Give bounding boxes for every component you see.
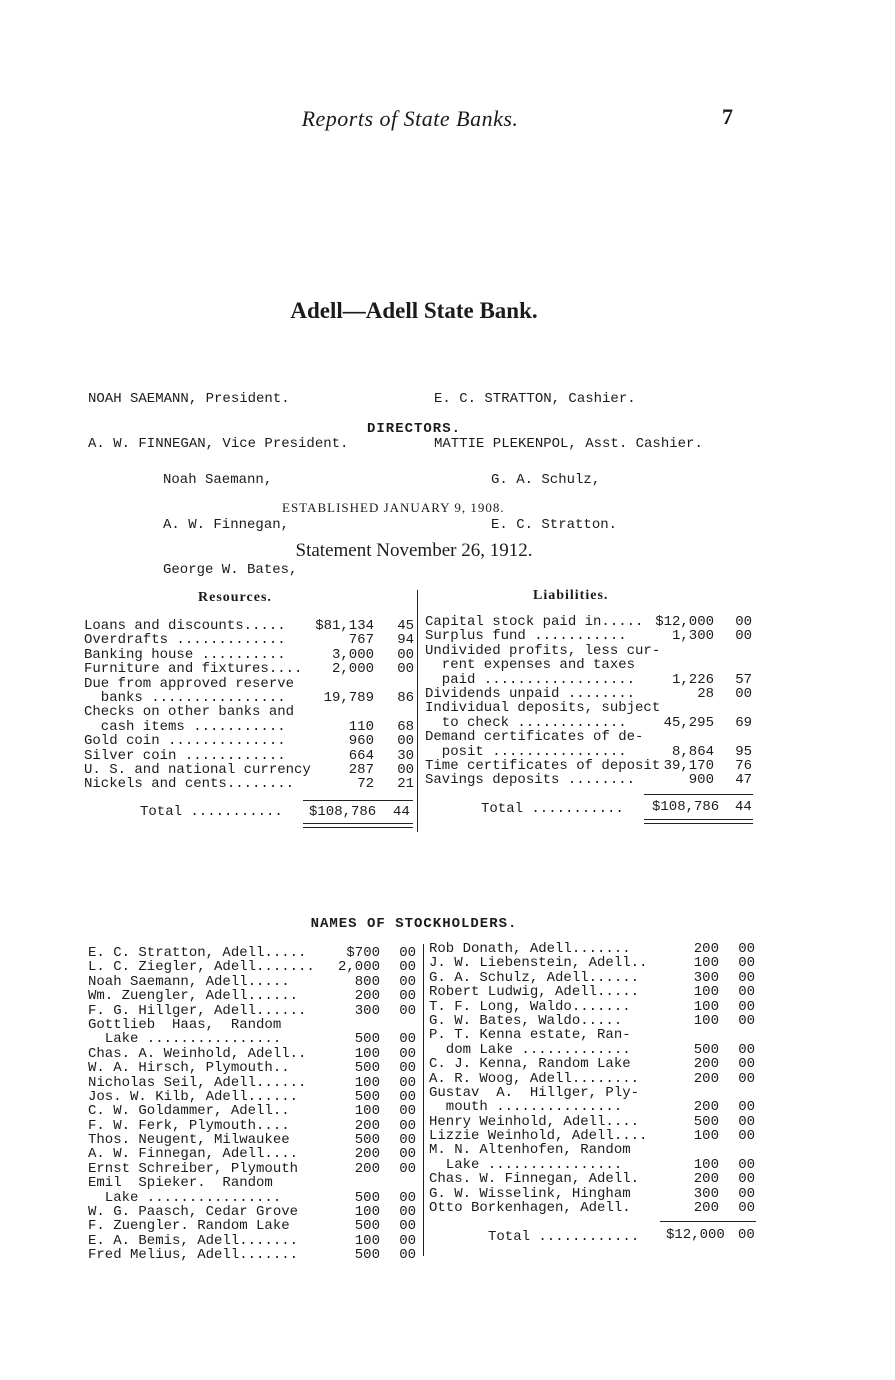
stockholder-row-label: W. A. Hirsch, Plymouth.. — [88, 1060, 290, 1077]
stockholders-sum-rule — [660, 1221, 756, 1222]
officer-vice-president: A. W. FINNEGAN, Vice President. — [88, 436, 349, 452]
director-name: E. C. Stratton. — [491, 517, 618, 533]
stockholder-row-cents: 00 — [399, 1160, 416, 1177]
stockholder-row-cents: 00 — [399, 973, 416, 990]
liability-row — [425, 673, 752, 687]
stockholder-row-label: C. J. Kenna, Random Lake — [429, 1056, 631, 1073]
stockholder-row-cents: 00 — [738, 969, 755, 986]
stockholder-row-amount: 500 — [354, 1189, 380, 1206]
stockholder-row-cents: 00 — [738, 941, 755, 957]
stockholder-row-amount: 500 — [354, 1247, 380, 1264]
stockholder-row-amount: 100 — [693, 1156, 719, 1173]
liability-row-amount: 1,300 — [671, 628, 714, 645]
stockholder-row-amount: 100 — [354, 1074, 380, 1091]
stockholder-row-cents: 00 — [738, 1099, 755, 1116]
stockholder-row-amount: 100 — [693, 1012, 719, 1029]
stockholder-row-amount: $700 — [346, 945, 380, 961]
stockholder-row-cents: 00 — [399, 1232, 416, 1249]
stockholder-row — [429, 1129, 755, 1143]
stockholder-row — [88, 1248, 416, 1262]
stockholder-row — [429, 942, 755, 956]
liability-row-cents: 69 — [735, 714, 752, 731]
liability-row-amount: 8,864 — [671, 743, 714, 760]
stockholder-row-label: Wm. Zuengler, Adell...... — [88, 988, 299, 1005]
stockholder-row — [429, 1086, 755, 1100]
stockholder-row-amount: 500 — [354, 1060, 380, 1077]
liability-row — [425, 716, 752, 730]
stockholder-row — [88, 1090, 416, 1104]
stockholder-row-amount: 300 — [693, 969, 719, 986]
resource-row-amount: 287 — [348, 761, 374, 778]
stockholder-row-amount: 100 — [693, 984, 719, 1001]
stockholder-row-label: Emil Spieker. Random — [88, 1175, 273, 1192]
stockholder-row-cents: 00 — [738, 1128, 755, 1145]
liability-row-amount: 900 — [688, 772, 714, 789]
directors-right — [491, 443, 617, 548]
resource-row-label: Silver coin ............ — [84, 747, 286, 764]
resources-double-rule-1 — [303, 823, 413, 824]
resource-row-label: Nickels and cents........ — [84, 776, 295, 793]
liability-row-label: Time certificates of deposit — [425, 757, 661, 774]
liabilities-table — [425, 615, 752, 788]
resource-row-amount: 767 — [348, 632, 374, 649]
stockholder-row-amount: 100 — [693, 1128, 719, 1145]
stockholder-row-cents: 00 — [399, 1074, 416, 1091]
resource-row-amount: 2,000 — [331, 661, 374, 678]
liabilities-total-label: Total ........... — [481, 801, 624, 817]
resource-row-label: Loans and discounts..... — [84, 618, 286, 634]
stockholder-row-amount: 200 — [354, 1160, 380, 1177]
resource-row-cents: 45 — [397, 618, 414, 634]
resources-sum-rule — [303, 800, 413, 801]
director-name: A. W. Finnegan, — [163, 517, 290, 533]
stockholder-row-amount: 2,000 — [337, 959, 380, 976]
stockholder-row-label: Chas. A. Weinhold, Adell.. — [88, 1045, 307, 1062]
liabilities-sum-rule — [644, 794, 753, 795]
stockholder-row-cents: 00 — [399, 1002, 416, 1019]
resources-total-amount: $108,786 — [309, 804, 377, 820]
stockholder-row-amount: 200 — [693, 1070, 719, 1087]
resource-row — [84, 777, 414, 791]
resource-row-amount: 960 — [348, 733, 374, 750]
stockholder-row — [88, 1234, 416, 1248]
resource-row-label: Due from approved reserve — [84, 675, 295, 692]
stockholders-total-cents: 00 — [738, 1227, 755, 1243]
resources-table — [84, 619, 414, 792]
resource-row — [84, 619, 414, 633]
stockholder-row-label: Noah Saemann, Adell..... — [88, 973, 290, 990]
resource-row — [84, 648, 414, 662]
stockholder-row — [429, 1072, 755, 1086]
stockholder-row-amount: 200 — [354, 988, 380, 1005]
liabilities-total-cents: 44 — [735, 799, 752, 815]
liability-row — [425, 644, 752, 658]
resource-row-amount: 664 — [348, 747, 374, 764]
stockholders-heading: NAMES OF STOCKHOLDERS. — [310, 916, 518, 932]
stockholder-row-cents: 00 — [399, 945, 416, 961]
stockholder-row-label: T. F. Long, Waldo....... — [429, 998, 631, 1015]
stockholder-row — [88, 975, 416, 989]
resource-row-label: banks ................ — [84, 689, 286, 706]
stockholder-row-label: A. W. Finnegan, Adell.... — [88, 1146, 299, 1163]
liability-row — [425, 745, 752, 759]
stockholder-row-cents: 00 — [399, 1132, 416, 1149]
stockholder-row-label: G. A. Schulz, Adell...... — [429, 969, 640, 986]
stockholder-row — [429, 1000, 755, 1014]
stockholder-row-label: Lake ................ — [88, 1031, 282, 1048]
stockholder-row-label: F. G. Hillger, Adell...... — [88, 1002, 307, 1019]
page-number: 7 — [722, 104, 733, 129]
stockholder-row — [88, 1219, 416, 1233]
stockholder-row-cents: 00 — [738, 984, 755, 1001]
stockholder-row — [88, 1176, 416, 1190]
liability-row-cents: 95 — [735, 743, 752, 760]
liability-row-label: to check ............. — [425, 714, 627, 731]
stockholder-row — [429, 971, 755, 985]
liability-row-label: Demand certificates of de- — [425, 729, 644, 746]
stockholder-row-label: P. T. Kenna estate, Ran- — [429, 1027, 631, 1044]
resource-row — [84, 763, 414, 777]
resource-row-cents: 94 — [397, 632, 414, 649]
stockholder-row-label: A. R. Woog, Adell........ — [429, 1070, 640, 1087]
stockholder-row-label: dom Lake ............. — [429, 1041, 631, 1058]
resource-row — [84, 734, 414, 748]
stockholder-row-cents: 00 — [399, 1045, 416, 1062]
stockholder-row — [88, 1004, 416, 1018]
stockholder-row — [88, 946, 416, 960]
established-date: ESTABLISHED JANUARY 9, 1908. — [282, 500, 505, 515]
stockholder-row — [88, 1147, 416, 1161]
stockholder-row — [88, 1133, 416, 1147]
stockholder-row-cents: 00 — [399, 988, 416, 1005]
stockholder-row-amount: 300 — [693, 1185, 719, 1202]
stockholder-row-amount: 100 — [693, 955, 719, 972]
resource-row-cents: 00 — [397, 761, 414, 778]
stockholder-row-cents: 00 — [738, 1156, 755, 1173]
stockholder-row — [429, 1172, 755, 1186]
liability-row — [425, 629, 752, 643]
liability-row-amount: $12,000 — [655, 614, 714, 630]
stockholders-total-amount: $12,000 — [666, 1227, 725, 1243]
stockholder-row-cents: 00 — [738, 1012, 755, 1029]
resource-row-label: Gold coin .............. — [84, 733, 286, 750]
liability-row-amount: 39,170 — [663, 757, 714, 774]
stockholder-row-amount: 200 — [354, 1117, 380, 1134]
stockholder-row — [88, 1047, 416, 1061]
stockholder-row-amount: 200 — [693, 1056, 719, 1073]
stockholder-row-cents: 00 — [738, 1070, 755, 1087]
liability-row-amount: 28 — [697, 685, 714, 702]
stockholder-row-amount: 500 — [354, 1088, 380, 1105]
stockholder-row — [429, 1201, 755, 1215]
stockholder-row-cents: 00 — [399, 1031, 416, 1048]
stockholder-row-label: Jos. W. Kilb, Adell...... — [88, 1088, 299, 1105]
liability-row-label: rent expenses and taxes — [425, 657, 636, 674]
stockholder-row-amount: 100 — [354, 1103, 380, 1120]
stockholder-row-cents: 00 — [399, 1189, 416, 1206]
stockholder-row-label: Nicholas Seil, Adell...... — [88, 1074, 307, 1091]
stockholder-row-amount: 100 — [354, 1204, 380, 1221]
resource-row-label: U. S. and national currency — [84, 761, 311, 778]
stockholder-row-amount: 500 — [354, 1132, 380, 1149]
stockholder-row — [429, 1187, 755, 1201]
liability-row-cents: 47 — [735, 772, 752, 789]
stockholder-row-cents: 00 — [738, 1041, 755, 1058]
resource-row-cents: 00 — [397, 661, 414, 678]
stockholder-row-label: E. C. Stratton, Adell..... — [88, 945, 307, 961]
stockholder-row-label: Thos. Neugent, Milwaukee — [88, 1132, 290, 1149]
stockholder-row-cents: 00 — [738, 1113, 755, 1130]
stockholder-row-cents: 00 — [399, 1117, 416, 1134]
stockholder-row-cents: 00 — [738, 1171, 755, 1188]
resource-row-cents: 86 — [397, 689, 414, 706]
resource-row — [84, 705, 414, 719]
bank-title: Adell—Adell State Bank. — [290, 298, 538, 323]
liability-row-label: Dividends unpaid ........ — [425, 685, 636, 702]
stockholder-row-cents: 00 — [738, 1056, 755, 1073]
liability-row-amount: 1,226 — [671, 671, 714, 688]
liability-row-cents: 57 — [735, 671, 752, 688]
liability-row-label: Savings deposits ........ — [425, 772, 636, 789]
stockholder-row-label: Fred Melius, Adell....... — [88, 1247, 299, 1264]
stockholder-row — [88, 1162, 416, 1176]
stockholder-row-label: Gustav A. Hillger, Ply- — [429, 1084, 640, 1101]
resources-double-rule-2 — [303, 827, 413, 828]
officer-asst-cashier: MATTIE PLEKENPOL, Asst. Cashier. — [434, 436, 703, 452]
stockholder-row-amount: 200 — [693, 1171, 719, 1188]
stockholder-row — [88, 1191, 416, 1205]
stockholder-row-label: Henry Weinhold, Adell.... — [429, 1113, 640, 1130]
liability-row — [425, 759, 752, 773]
stockholder-row-label: Chas. W. Finnegan, Adell. — [429, 1171, 640, 1188]
stockholder-row — [88, 1104, 416, 1118]
resource-row — [84, 662, 414, 676]
stockholder-row-label: Ernst Schreiber, Plymouth — [88, 1160, 299, 1177]
stockholder-row — [429, 1115, 755, 1129]
stockholder-row-label: E. A. Bemis, Adell....... — [88, 1232, 299, 1249]
stockholder-row — [429, 956, 755, 970]
liabilities-total-amount: $108,786 — [652, 799, 720, 815]
stockholder-row-label: F. Zuengler. Random Lake — [88, 1218, 290, 1235]
liability-row — [425, 687, 752, 701]
stockholder-row-label: G. W. Bates, Waldo..... — [429, 1012, 623, 1029]
liability-row — [425, 730, 752, 744]
resource-row-label: Checks on other banks and — [84, 704, 295, 721]
stockholder-row-label: Robert Ludwig, Adell..... — [429, 984, 640, 1001]
stockholder-row-cents: 00 — [399, 1103, 416, 1120]
stockholder-row-label: Lizzie Weinhold, Adell.... — [429, 1128, 648, 1145]
running-title: Reports of State Banks. — [301, 106, 519, 131]
liabilities-heading: Liabilities. — [533, 588, 609, 603]
officer-cashier: E. C. STRATTON, Cashier. — [434, 391, 636, 407]
stockholder-row — [88, 1205, 416, 1219]
stockholder-row-amount: 200 — [693, 941, 719, 957]
stockholders-total-label: Total ............ — [488, 1229, 640, 1245]
resource-row-cents: 21 — [397, 776, 414, 793]
stockholder-row-amount: 500 — [693, 1041, 719, 1058]
stockholder-row-label: J. W. Liebenstein, Adell.. — [429, 955, 648, 972]
liability-row-label: posit ................ — [425, 743, 627, 760]
stockholder-row-amount: 200 — [693, 1099, 719, 1116]
stockholder-row — [429, 1100, 755, 1114]
stockholder-row-cents: 00 — [399, 1088, 416, 1105]
resource-row — [84, 633, 414, 647]
stockholder-row — [429, 1014, 755, 1028]
stockholder-row — [88, 960, 416, 974]
liability-row-label: Individual deposits, subject — [425, 700, 661, 717]
stockholder-row-label: Otto Borkenhagen, Adell. — [429, 1200, 631, 1217]
stockholder-row-cents: 00 — [399, 1247, 416, 1264]
liability-row — [425, 615, 752, 629]
resource-row — [84, 720, 414, 734]
resources-heading: Resources. — [198, 590, 272, 605]
column-divider — [417, 590, 418, 832]
stockholder-row — [429, 1057, 755, 1071]
liability-row-cents: 76 — [735, 757, 752, 774]
liability-row-label: paid .................. — [425, 671, 636, 688]
stockholders-left-column — [88, 946, 416, 1263]
liability-row — [425, 773, 752, 787]
stockholder-row — [429, 1028, 755, 1042]
stockholder-row-cents: 00 — [399, 1060, 416, 1077]
stockholder-row — [88, 1018, 416, 1032]
resources-total-cents: 44 — [393, 804, 410, 820]
stockholders-right-column — [429, 942, 755, 1215]
stockholder-row-label: Gottlieb Haas, Random — [88, 1016, 282, 1033]
stockholder-row-label: C. W. Goldammer, Adell.. — [88, 1103, 290, 1120]
liability-row-cents: 00 — [735, 614, 752, 630]
stockholder-row-amount: 500 — [354, 1218, 380, 1235]
stockholder-row-amount: 300 — [354, 1002, 380, 1019]
stockholder-row — [88, 1076, 416, 1090]
stockholder-row-amount: 100 — [693, 998, 719, 1015]
resource-row-cents: 00 — [397, 733, 414, 750]
director-name: G. A. Schulz, — [491, 472, 601, 488]
resource-row-label: cash items ........... — [84, 718, 286, 735]
stockholder-row-cents: 00 — [399, 1146, 416, 1163]
stockholder-row-amount: 100 — [354, 1232, 380, 1249]
stockholder-row-amount: 100 — [354, 1045, 380, 1062]
stockholder-row-cents: 00 — [399, 1204, 416, 1221]
stockholder-row-cents: 00 — [738, 998, 755, 1015]
stockholder-row — [88, 1032, 416, 1046]
resource-row-amount: 19,789 — [323, 689, 374, 706]
resource-row-cents: 30 — [397, 747, 414, 764]
resource-row — [84, 691, 414, 705]
liability-row — [425, 658, 752, 672]
resource-row-amount: 3,000 — [331, 646, 374, 663]
officer-president: NOAH SAEMANN, President. — [88, 391, 290, 407]
stockholder-row-label: Rob Donath, Adell....... — [429, 941, 631, 957]
liability-row-label: Surplus fund ........... — [425, 628, 627, 645]
stockholder-row-cents: 00 — [738, 1200, 755, 1217]
director-name: George W. Bates, — [163, 562, 298, 578]
stockholder-row-cents: 00 — [738, 1185, 755, 1202]
liability-row-cents: 00 — [735, 628, 752, 645]
stockholder-row-label: W. G. Paasch, Cedar Grove — [88, 1204, 299, 1221]
stockholder-row-label: mouth ............... — [429, 1099, 623, 1116]
stockholder-row — [429, 1143, 755, 1157]
stockholders-divider — [423, 944, 424, 1256]
resource-row-label: Furniture and fixtures.... — [84, 661, 303, 678]
liability-row-cents: 00 — [735, 685, 752, 702]
resource-row — [84, 749, 414, 763]
stockholder-row — [88, 989, 416, 1003]
stockholder-row-label: G. W. Wisselink, Hingham — [429, 1185, 631, 1202]
stockholder-row-label: F. W. Ferk, Plymouth.... — [88, 1117, 290, 1134]
resource-row-label: Banking house .......... — [84, 646, 286, 663]
stockholder-row-label: M. N. Altenhofen, Random — [429, 1142, 631, 1159]
stockholder-row — [429, 985, 755, 999]
liability-row-label: Capital stock paid in..... — [425, 614, 644, 630]
resource-row-cents: 00 — [397, 646, 414, 663]
resources-total-label: Total ........... — [140, 804, 283, 820]
liability-row-amount: 45,295 — [663, 714, 714, 731]
stockholder-row-label: Lake ................ — [88, 1189, 282, 1206]
stockholder-row-cents: 00 — [738, 955, 755, 972]
liabilities-double-rule-2 — [644, 823, 753, 824]
resource-row-amount: $81,134 — [315, 618, 374, 634]
resource-row-cents: 68 — [397, 718, 414, 735]
resource-row-amount: 72 — [357, 776, 374, 793]
stockholder-row-cents: 00 — [399, 1218, 416, 1235]
resource-row-amount: 110 — [348, 718, 374, 735]
stockholder-row — [429, 1158, 755, 1172]
stockholder-row — [88, 1061, 416, 1075]
directors-left — [163, 443, 297, 593]
stockholder-row — [429, 1043, 755, 1057]
stockholder-row-amount: 200 — [693, 1200, 719, 1217]
stockholder-row-amount: 800 — [354, 973, 380, 990]
director-name: Noah Saemann, — [163, 472, 273, 488]
directors-heading: DIRECTORS. — [366, 421, 461, 437]
stockholder-row-label: L. C. Ziegler, Adell....... — [88, 959, 315, 976]
liability-row — [425, 701, 752, 715]
stockholder-row-amount: 500 — [354, 1031, 380, 1048]
liabilities-double-rule-1 — [644, 819, 753, 820]
resource-row-label: Overdrafts ............. — [84, 632, 286, 649]
stockholder-row-label: Lake ................ — [429, 1156, 623, 1173]
statement-date: Statement November 26, 1912. — [295, 540, 533, 561]
liability-row-label: Undivided profits, less cur- — [425, 642, 661, 659]
resource-row — [84, 677, 414, 691]
stockholder-row-cents: 00 — [399, 959, 416, 976]
stockholder-row-amount: 500 — [693, 1113, 719, 1130]
stockholder-row — [88, 1119, 416, 1133]
stockholder-row-amount: 200 — [354, 1146, 380, 1163]
